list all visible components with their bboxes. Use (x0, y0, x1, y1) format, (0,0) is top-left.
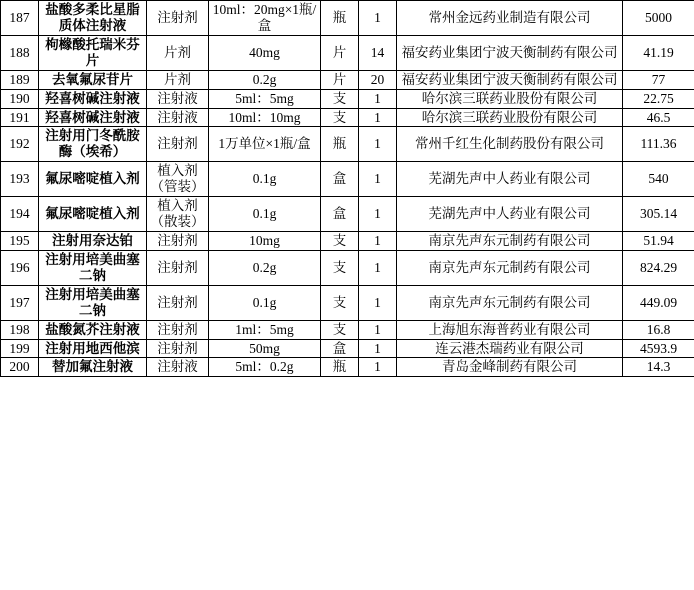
cell-unit: 瓶 (321, 358, 359, 377)
cell-name: 氟尿嘧啶植入剂 (39, 162, 147, 197)
cell-no: 191 (1, 108, 39, 127)
cell-manufacturer: 芜湖先声中人药业有限公司 (397, 197, 623, 232)
cell-unit: 支 (321, 108, 359, 127)
cell-qty: 1 (359, 127, 397, 162)
cell-unit: 片 (321, 35, 359, 70)
cell-name: 盐酸多柔比星脂质体注射液 (39, 1, 147, 36)
table-row (1, 285, 694, 320)
cell-manufacturer: 南京先声东元制药有限公司 (397, 231, 623, 250)
cell-form: 植入剂（管装） (147, 162, 209, 197)
cell-name: 注射用培美曲塞二钠 (39, 285, 147, 320)
cell-no: 187 (1, 1, 39, 36)
cell-price: 41.19 (623, 35, 694, 70)
cell-form: 注射剂 (147, 231, 209, 250)
cell-form: 植入剂（散装） (147, 197, 209, 232)
table-row (1, 358, 694, 377)
table-row (1, 35, 694, 70)
cell-spec: 0.1g (209, 162, 321, 197)
table-row (1, 197, 694, 232)
cell-no: 193 (1, 162, 39, 197)
table-body (1, 1, 694, 377)
cell-unit: 片 (321, 70, 359, 89)
cell-spec: 40mg (209, 35, 321, 70)
cell-spec: 1ml：5mg (209, 320, 321, 339)
cell-price: 51.94 (623, 231, 694, 250)
cell-price: 5000 (623, 1, 694, 36)
cell-spec: 5ml：0.2g (209, 358, 321, 377)
cell-form: 注射剂 (147, 339, 209, 358)
cell-name: 盐酸氮芥注射液 (39, 320, 147, 339)
cell-unit: 支 (321, 250, 359, 285)
cell-name: 氟尿嘧啶植入剂 (39, 197, 147, 232)
cell-price: 824.29 (623, 250, 694, 285)
cell-qty: 1 (359, 197, 397, 232)
cell-unit: 盒 (321, 197, 359, 232)
cell-qty: 1 (359, 108, 397, 127)
cell-price: 16.8 (623, 320, 694, 339)
cell-unit: 盒 (321, 339, 359, 358)
cell-spec: 0.2g (209, 70, 321, 89)
cell-no: 195 (1, 231, 39, 250)
cell-form: 注射液 (147, 108, 209, 127)
cell-no: 192 (1, 127, 39, 162)
cell-form: 注射液 (147, 358, 209, 377)
cell-unit: 盒 (321, 162, 359, 197)
table-row (1, 89, 694, 108)
cell-form: 注射液 (147, 89, 209, 108)
cell-form: 注射剂 (147, 250, 209, 285)
cell-manufacturer: 哈尔滨三联药业股份有限公司 (397, 108, 623, 127)
cell-no: 197 (1, 285, 39, 320)
table-row (1, 320, 694, 339)
cell-no: 190 (1, 89, 39, 108)
cell-form: 注射剂 (147, 1, 209, 36)
cell-qty: 20 (359, 70, 397, 89)
cell-spec: 1万单位×1瓶/盒 (209, 127, 321, 162)
cell-form: 注射剂 (147, 320, 209, 339)
cell-manufacturer: 南京先声东元制药有限公司 (397, 285, 623, 320)
cell-name: 去氧氟尿苷片 (39, 70, 147, 89)
cell-manufacturer: 南京先声东元制药有限公司 (397, 250, 623, 285)
cell-manufacturer: 青岛金峰制药有限公司 (397, 358, 623, 377)
cell-spec: 0.1g (209, 285, 321, 320)
cell-spec: 0.2g (209, 250, 321, 285)
table-row (1, 339, 694, 358)
cell-price: 14.3 (623, 358, 694, 377)
cell-name: 枸橼酸托瑞米芬片 (39, 35, 147, 70)
cell-manufacturer: 福安药业集团宁波天衡制药有限公司 (397, 35, 623, 70)
cell-unit: 支 (321, 320, 359, 339)
table-row (1, 1, 694, 36)
cell-no: 199 (1, 339, 39, 358)
cell-spec: 50mg (209, 339, 321, 358)
cell-form: 注射剂 (147, 285, 209, 320)
cell-manufacturer: 上海旭东海普药业有限公司 (397, 320, 623, 339)
cell-spec: 10mg (209, 231, 321, 250)
cell-manufacturer: 连云港杰瑞药业有限公司 (397, 339, 623, 358)
cell-price: 4593.9 (623, 339, 694, 358)
cell-price: 449.09 (623, 285, 694, 320)
cell-name: 注射用培美曲塞二钠 (39, 250, 147, 285)
cell-qty: 1 (359, 250, 397, 285)
cell-price: 22.75 (623, 89, 694, 108)
cell-manufacturer: 常州千红生化制药股份有限公司 (397, 127, 623, 162)
cell-manufacturer: 福安药业集团宁波天衡制药有限公司 (397, 70, 623, 89)
table-row (1, 162, 694, 197)
cell-price: 46.5 (623, 108, 694, 127)
cell-no: 200 (1, 358, 39, 377)
cell-no: 188 (1, 35, 39, 70)
cell-no: 196 (1, 250, 39, 285)
cell-name: 羟喜树碱注射液 (39, 108, 147, 127)
cell-name: 注射用地西他滨 (39, 339, 147, 358)
table-row (1, 108, 694, 127)
cell-manufacturer: 芜湖先声中人药业有限公司 (397, 162, 623, 197)
cell-manufacturer: 常州金远药业制造有限公司 (397, 1, 623, 36)
cell-spec: 0.1g (209, 197, 321, 232)
cell-price: 111.36 (623, 127, 694, 162)
cell-qty: 1 (359, 285, 397, 320)
table-row (1, 250, 694, 285)
cell-spec: 10ml：20mg×1瓶/盒 (209, 1, 321, 36)
cell-no: 198 (1, 320, 39, 339)
cell-unit: 瓶 (321, 127, 359, 162)
table-row (1, 127, 694, 162)
cell-name: 羟喜树碱注射液 (39, 89, 147, 108)
cell-qty: 14 (359, 35, 397, 70)
cell-name: 注射用奈达铂 (39, 231, 147, 250)
cell-form: 注射剂 (147, 127, 209, 162)
cell-spec: 5ml：5mg (209, 89, 321, 108)
cell-price: 305.14 (623, 197, 694, 232)
cell-unit: 支 (321, 231, 359, 250)
cell-form: 片剂 (147, 70, 209, 89)
cell-spec: 10ml：10mg (209, 108, 321, 127)
cell-qty: 1 (359, 89, 397, 108)
cell-name: 注射用门冬酰胺酶（埃希） (39, 127, 147, 162)
table-row (1, 70, 694, 89)
cell-qty: 1 (359, 339, 397, 358)
cell-manufacturer: 哈尔滨三联药业股份有限公司 (397, 89, 623, 108)
cell-name: 替加氟注射液 (39, 358, 147, 377)
cell-qty: 1 (359, 231, 397, 250)
cell-qty: 1 (359, 162, 397, 197)
cell-qty: 1 (359, 1, 397, 36)
cell-unit: 支 (321, 285, 359, 320)
cell-no: 189 (1, 70, 39, 89)
cell-qty: 1 (359, 358, 397, 377)
cell-price: 77 (623, 70, 694, 89)
cell-unit: 瓶 (321, 1, 359, 36)
cell-no: 194 (1, 197, 39, 232)
cell-form: 片剂 (147, 35, 209, 70)
cell-qty: 1 (359, 320, 397, 339)
table-row (1, 231, 694, 250)
cell-price: 540 (623, 162, 694, 197)
cell-unit: 支 (321, 89, 359, 108)
